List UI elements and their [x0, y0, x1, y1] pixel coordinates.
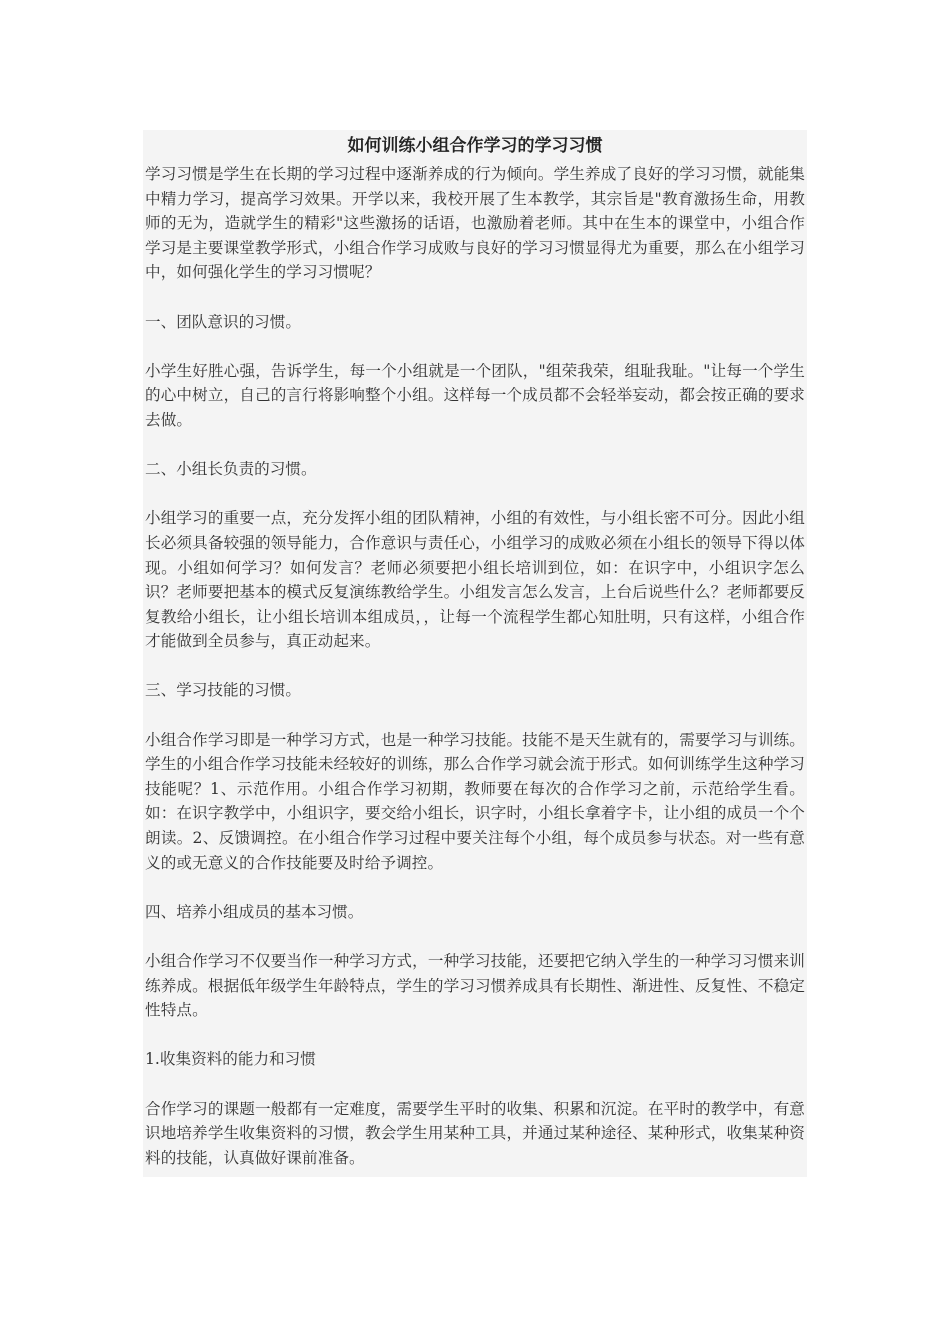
paragraph-gap [145, 654, 805, 679]
article-title: 如何训练小组合作学习的学习习惯 [347, 136, 603, 156]
paragraph-gap [145, 433, 805, 458]
section-1-heading: 一、团队意识的习惯。 [145, 312, 301, 331]
paragraph-gap [145, 334, 805, 359]
paragraph-gap [145, 1072, 805, 1097]
section-3-body: 小组合作学习即是一种学习方式，也是一种学习技能。技能不是天生就有的，需要学习与训练。学生的小组合作学习技能未经较好的训练，那么合作学习就会流于形式。如何训练学生这种学习技能呢？1、示范作用。小组合作学习初期，教师要在每次的合作学习之前，示范给学生看。如：在识字教学中，小组识字，要交给小组长，识字时，小组长拿着字卡，让小组的成员一个个朗读。2、反馈调控。在小组合作学习过程中要关注每个小组，每个成员参与状态。对一些有意义的或无意义的合作技能要及时给予调控。 [145, 730, 805, 872]
paragraph-gap [145, 875, 805, 900]
section-2-body: 小组学习的重要一点，充分发挥小组的团队精神，小组的有效性，与小组长密不可分。因此小组长必须具备较强的领导能力，合作意识与责任心，小组学习的成败必须在小组长的领导下得以体现。小组如何学习？如何发言？老师必须要把小组长培训到位，如：在识字中，小组识字怎么识？老师要把基本的模式反复演练教给学生。小组发言怎么发言，上台后说些什么？老师都要反复教给小组长，让小组长培训本组成员，，让每一个流程学生都心知肚明，只有这样，小组合作才能做到全员参与，真正动起来。 [145, 509, 805, 651]
section-1-body: 小学生好胜心强，告诉学生，每一个小组就是一个团队，"组荣我荣，组耻我耻。"让每一个学生的心中树立，自己的言行将影响整个小组。这样每一个成员都不会轻举妄动，都会按正确的要求去做。 [145, 361, 805, 429]
paragraph-gap [145, 924, 805, 949]
paragraph-gap [145, 1023, 805, 1048]
article-container [143, 130, 807, 1177]
paragraph-gap [145, 482, 805, 507]
section-4-heading: 四、培养小组成员的基本习惯。 [145, 902, 364, 921]
section-3-heading: 三、学习技能的习惯。 [145, 681, 301, 700]
subsection-1-heading: 1.收集资料的能力和习惯 [145, 1050, 316, 1069]
section-4-body: 小组合作学习不仅要当作一种学习方式，一种学习技能，还要把它纳入学生的一种学习习惯来训练养成。根据低年级学生年龄特点，学生的学习习惯养成具有长期性、渐进性、反复性、不稳定性特点。 [145, 952, 805, 1020]
paragraph-gap [145, 285, 805, 310]
intro-paragraph: 学习习惯是学生在长期的学习过程中逐渐养成的行为倾向。学生养成了良好的学习习惯，就能集中精力学习，提高学习效果。开学以来，我校开展了生本教学，其宗旨是"教育激扬生命，用教师的无为，造就学生的精彩"这些激扬的话语，也激励着老师。其中在生本的课堂中，小组合作学习是主要课堂教学形式，小组合作学习成败与良好的学习习惯显得尤为重要，那么在小组学习中，如何强化学生的学习习惯呢？ [145, 165, 805, 282]
paragraph-gap [145, 703, 805, 728]
section-2-heading: 二、小组长负责的习惯。 [145, 460, 317, 479]
subsection-1-body: 合作学习的课题一般都有一定难度，需要学生平时的收集、积累和沉淀。在平时的教学中，有意识地培养学生收集资料的习惯，教会学生用某种工具，并通过某种途径、某种形式，收集某种资料的技能，认真做好课前准备。 [145, 1099, 805, 1167]
